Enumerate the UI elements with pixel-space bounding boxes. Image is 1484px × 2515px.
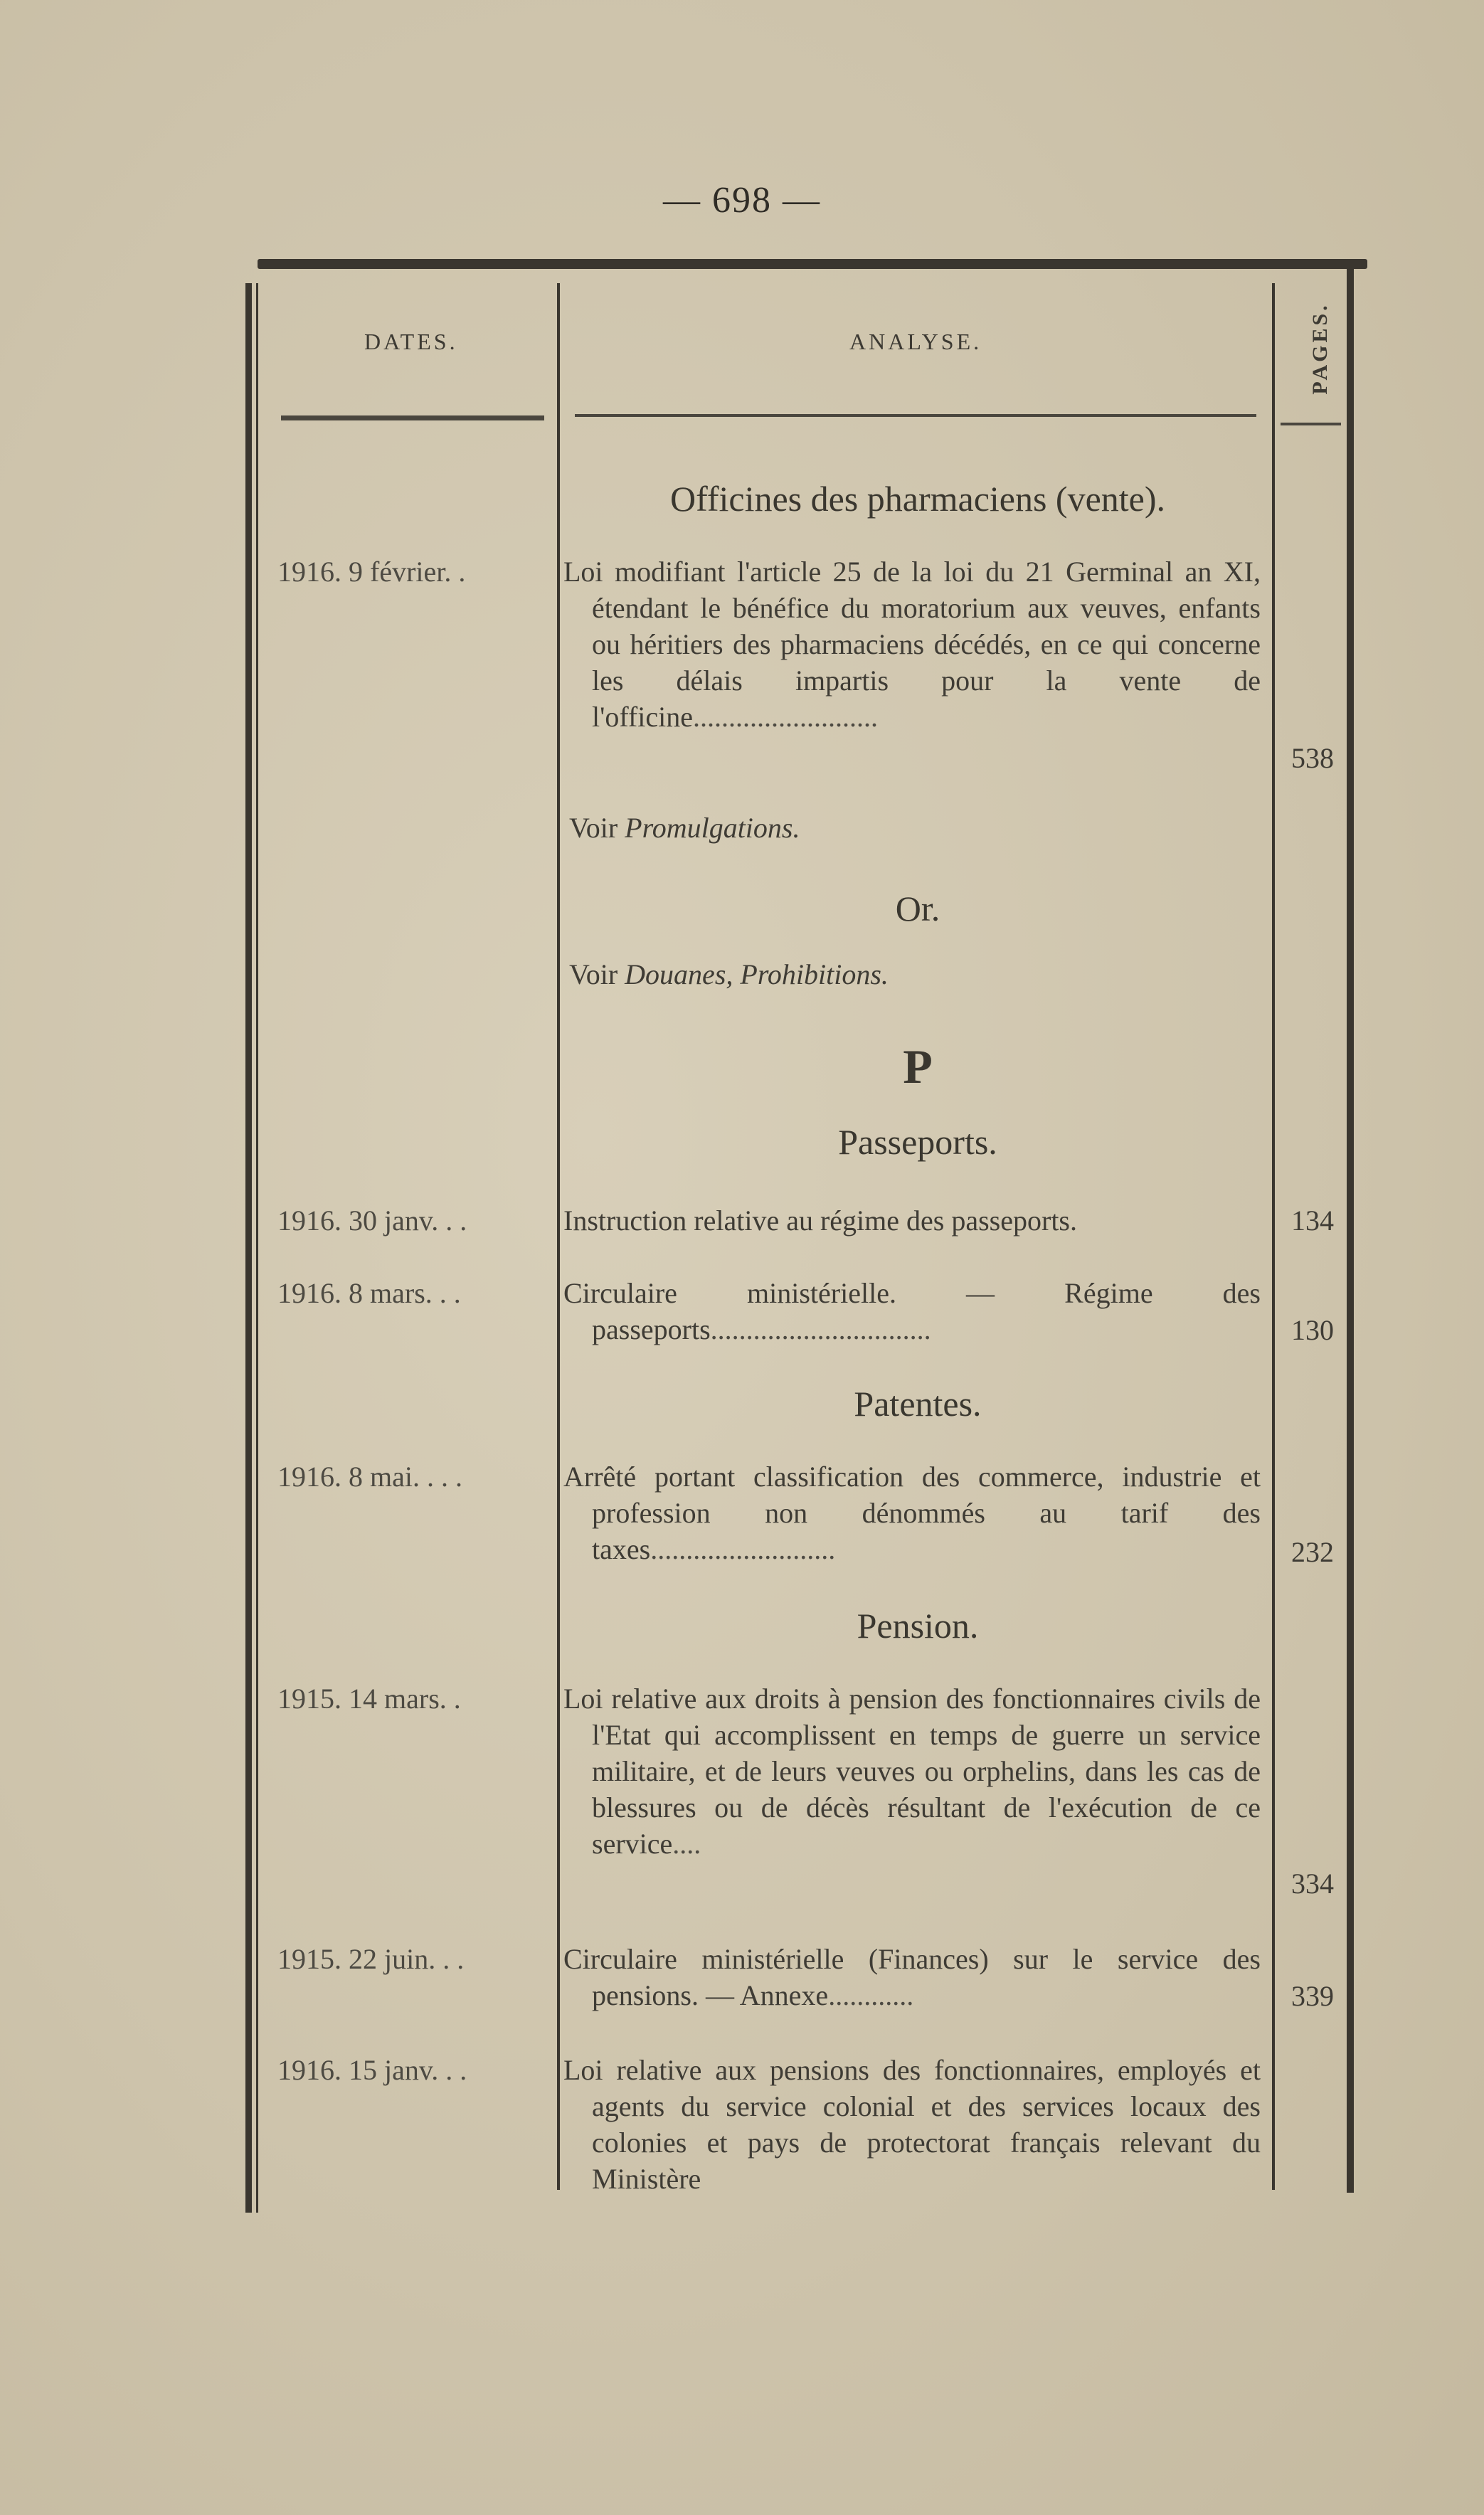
column-header-pages: PAGES. [1308, 302, 1332, 395]
entry-date: 1916. 8 mai. . . . [277, 1461, 462, 1493]
entry-text: Loi relative aux droits à pension des fonctionnaires civils de l'Etat qui accomplissent en temps de guerre un service militaire, et de leurs veuves ou orphelins, dans les cas de blessures ou de décès résultant de l'exécution de ce service.... [563, 1683, 1261, 1860]
entry-text: Circulaire ministérielle. — Régime des passeports............................... [563, 1277, 1261, 1345]
column-header-analyse: ANALYSE. [849, 329, 982, 354]
see-also-douanes: Voir Douanes, Prohibitions. [569, 958, 889, 990]
entry-page: 334 [1291, 1868, 1334, 1900]
entry-date: 1916. 30 janv. . . [277, 1204, 467, 1237]
page-number: — 698 — [663, 180, 821, 221]
header-rule-dates [281, 415, 544, 420]
section-title-officines: Officines des pharmaciens (vente). [669, 479, 1166, 519]
entry-text: Instruction relative au régime des passeports. [563, 1204, 1077, 1237]
header-rule-analyse [575, 414, 1256, 417]
entry-page: 339 [1291, 1980, 1334, 2012]
table-left-border-inner [256, 283, 258, 2213]
entry-date: 1915. 22 juin. . . [277, 1943, 465, 1975]
entry-page: 232 [1291, 1536, 1334, 1568]
column-divider-pages [1272, 283, 1275, 2190]
entry-page: 130 [1291, 1314, 1334, 1346]
table-right-border [1347, 263, 1354, 2193]
letter-heading: P [903, 1039, 933, 1094]
column-header-dates: DATES. [364, 329, 458, 354]
entry-page: 134 [1291, 1204, 1334, 1237]
table-left-border [245, 283, 252, 2213]
entry-date: 1916. 8 mars. . . [277, 1277, 461, 1309]
header-rule-pages [1281, 423, 1341, 425]
entry-date: 1916. 15 janv. . . [277, 2054, 467, 2086]
entry-date: 1916. 9 février. . [277, 556, 466, 588]
entry-page: 538 [1291, 742, 1334, 774]
see-also-promulgations: Voir Promulgations. [569, 812, 800, 844]
section-title-passeports: Passeports. [838, 1122, 997, 1162]
section-title-pension: Pension. [857, 1606, 979, 1646]
section-title-or: Or. [895, 889, 940, 928]
table-top-rule [258, 259, 1367, 269]
entry-text: Circulaire ministérielle (Finances) sur le service des pensions. — Annexe............ [563, 1943, 1261, 2011]
entry-text: Loi modifiant l'article 25 de la loi du 21 Germinal an XI, étendant le bénéfice du moratorium aux veuves, enfants ou héritiers des pharmaciens décédés, en ce qui concerne les délais impartis pour la vente de l'officine.......................... [563, 556, 1261, 733]
entry-text: Loi relative aux pensions des fonctionnaires, employés et agents du service colonial et des services locaux des colonies et pays de protectorat français relevant du Ministère [563, 2054, 1261, 2195]
section-title-patentes: Patentes. [854, 1384, 982, 1424]
entry-date: 1915. 14 mars. . [277, 1683, 461, 1715]
entry-text: Arrêté portant classification des commerce, industrie et profession non dénommés au tarif des taxes.......................... [563, 1461, 1261, 1565]
